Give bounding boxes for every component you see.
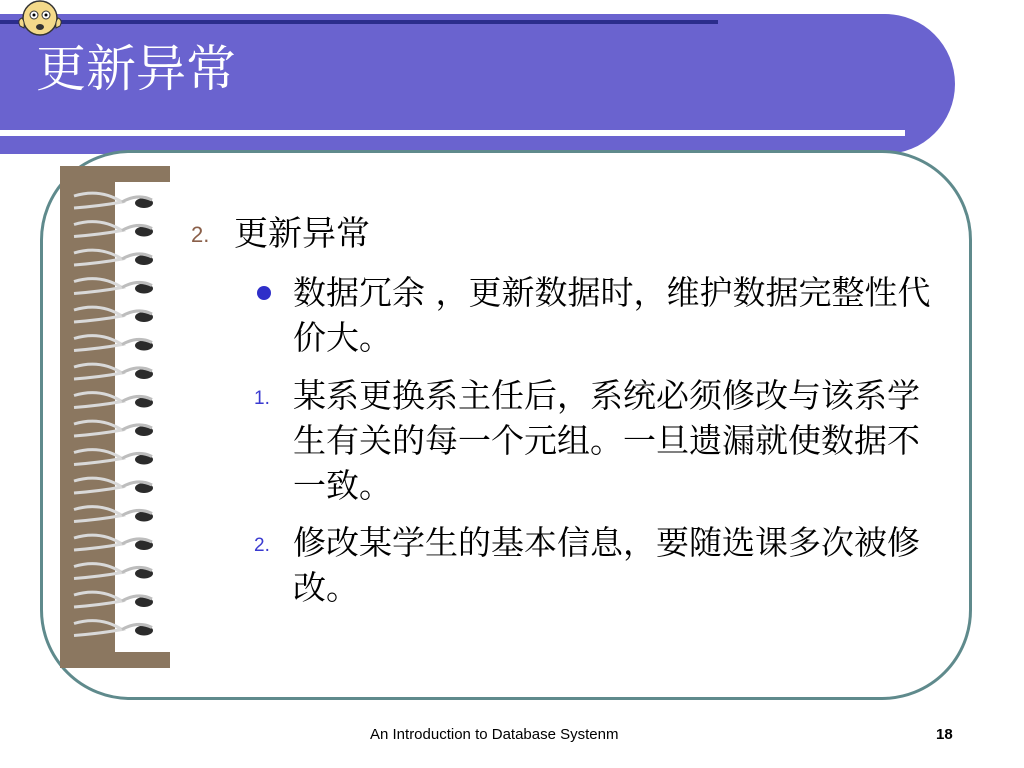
spiral-ring — [74, 621, 153, 636]
spiral-ring — [74, 193, 153, 208]
spiral-ring — [74, 364, 153, 379]
heading-text: 更新异常 — [234, 214, 370, 254]
spiral-ring — [74, 336, 153, 351]
spiral-ring — [74, 279, 153, 294]
spiral-ring — [74, 564, 153, 579]
item-1-number: 1. — [254, 388, 270, 409]
title-underline — [0, 130, 905, 136]
title-topline — [0, 20, 718, 24]
spiral-ring — [74, 421, 153, 436]
page-number: 18 — [936, 726, 953, 743]
bullet-text: 数据冗余 ，更新数据时，维护数据完整性代价大。 — [293, 273, 931, 357]
item-2-number: 2. — [254, 535, 270, 556]
scared-face-logo-icon — [14, 0, 66, 36]
slide-title: 更新异常 — [36, 40, 236, 98]
spiral-ring — [74, 450, 153, 465]
spiral-ring — [74, 222, 153, 237]
footer-course-title: An Introduction to Database Systenm — [370, 726, 619, 743]
spiral-ring — [74, 507, 153, 522]
item-1-text: 某系更换系主任后，系统必须修改与该系学生有关的每一个元组。一旦遗漏就使数据不一致。 — [293, 376, 920, 505]
spiral-ring — [74, 307, 153, 322]
bullet-dot-icon — [257, 286, 271, 300]
spiral-rings — [60, 166, 170, 668]
heading-number: 2. — [191, 222, 210, 247]
spiral-ring — [74, 393, 153, 408]
item-2-text: 修改某学生的基本信息，要随选课多次被修改。 — [293, 523, 920, 607]
spiral-ring — [74, 592, 153, 607]
spiral-ring — [74, 478, 153, 493]
spiral-ring — [74, 535, 153, 550]
spiral-ring — [74, 250, 153, 265]
